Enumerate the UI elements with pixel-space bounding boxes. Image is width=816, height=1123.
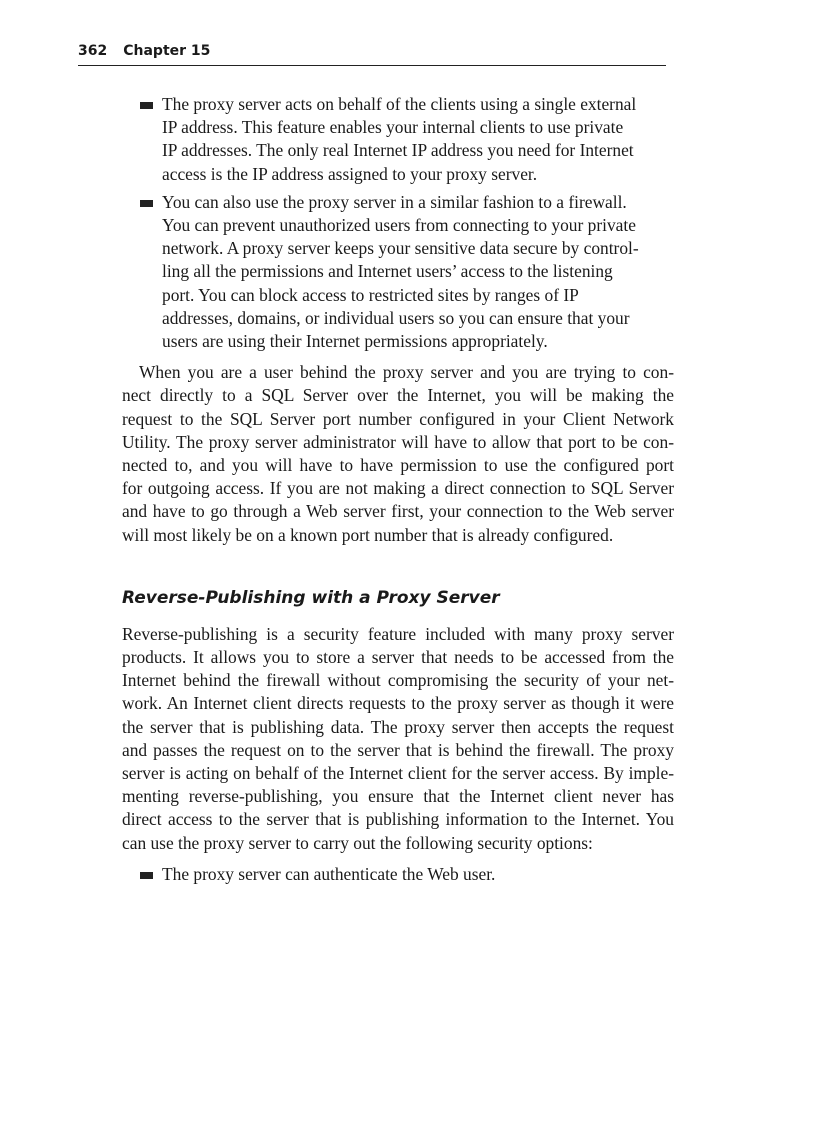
text-line: access is the IP address assigned to your proxy server. <box>162 163 538 184</box>
bullet-text <box>162 191 674 353</box>
bullet-icon <box>140 102 153 109</box>
bullet-item <box>122 191 674 353</box>
text-line: request to the SQL Server port number configured in your Client Network <box>122 408 674 429</box>
text-line: products. It allows you to store a server that needs to be accessed from the <box>122 647 674 668</box>
text-line: port. You can block access to restricted sites by ranges of IP <box>162 284 579 305</box>
text-line: nect directly to a SQL Server over the Internet, you will be making the <box>122 385 674 406</box>
text-line: the server that is publishing data. The proxy server then accepts the request <box>122 716 674 737</box>
text-line: When you are a user behind the proxy server and you are trying to con- <box>139 362 674 383</box>
chapter-title: Chapter 15 <box>123 43 211 59</box>
text-line: IP addresses. The only real Internet IP address you need for Internet <box>162 140 634 161</box>
bullet-icon <box>140 200 153 207</box>
running-header <box>78 43 666 66</box>
text-line: You can also use the proxy server in a similar fashion to a firewall. <box>162 191 627 212</box>
text-line: can use the proxy server to carry out the following security options: <box>122 832 593 853</box>
page-body <box>122 93 674 886</box>
bullet-item <box>122 93 674 186</box>
text-line: The proxy server acts on behalf of the clients using a single external <box>162 94 637 114</box>
text-line: Reverse-publishing is a security feature included with many proxy server <box>122 623 674 644</box>
bullet-icon <box>140 872 153 879</box>
text-line: menting reverse-publishing, you ensure that the Internet client never has <box>122 786 674 807</box>
text-line: direct access to the server that is publishing information to the Internet. You <box>122 809 674 830</box>
page-number: 362 <box>78 43 108 59</box>
body-paragraph <box>122 623 674 855</box>
text-line: Internet behind the firewall without compromising the security of your net- <box>122 670 674 691</box>
text-line: server is acting on behalf of the Internet client for the server access. By imple- <box>122 763 674 784</box>
bullet-text <box>162 863 674 886</box>
text-line: addresses, domains, or individual users so you can ensure that your <box>162 307 630 328</box>
body-paragraph <box>122 361 674 547</box>
text-line: The proxy server can authenticate the Web user. <box>162 863 496 884</box>
section-heading: Reverse-Publishing with a Proxy Server <box>122 587 500 608</box>
text-line: users are using their Internet permissions appropriately. <box>162 331 548 352</box>
text-line: IP address. This feature enables your internal clients to use private <box>162 117 624 138</box>
text-line: ling all the permissions and Internet users’ access to the listening <box>162 261 613 282</box>
text-line: Utility. The proxy server administrator will have to allow that port to be con- <box>122 431 674 452</box>
text-line: network. A proxy server keeps your sensitive data secure by control- <box>162 238 639 259</box>
text-line: will most likely be on a known port number that is already configured. <box>122 524 614 545</box>
text-line: for outgoing access. If you are not making a direct connection to SQL Server <box>122 478 674 499</box>
bullet-text <box>162 93 674 186</box>
text-line: and passes the request on to the server that is behind the firewall. The proxy <box>122 739 674 760</box>
text-line: work. An Internet client directs requests to the proxy server as though it were <box>122 693 674 714</box>
text-line: nected to, and you will have to have permission to use the configured port <box>122 455 674 476</box>
bullet-item <box>122 863 674 886</box>
text-line: You can prevent unauthorized users from connecting to your private <box>162 215 636 236</box>
text-line: and have to go through a Web server first, your connection to the Web server <box>122 501 674 522</box>
